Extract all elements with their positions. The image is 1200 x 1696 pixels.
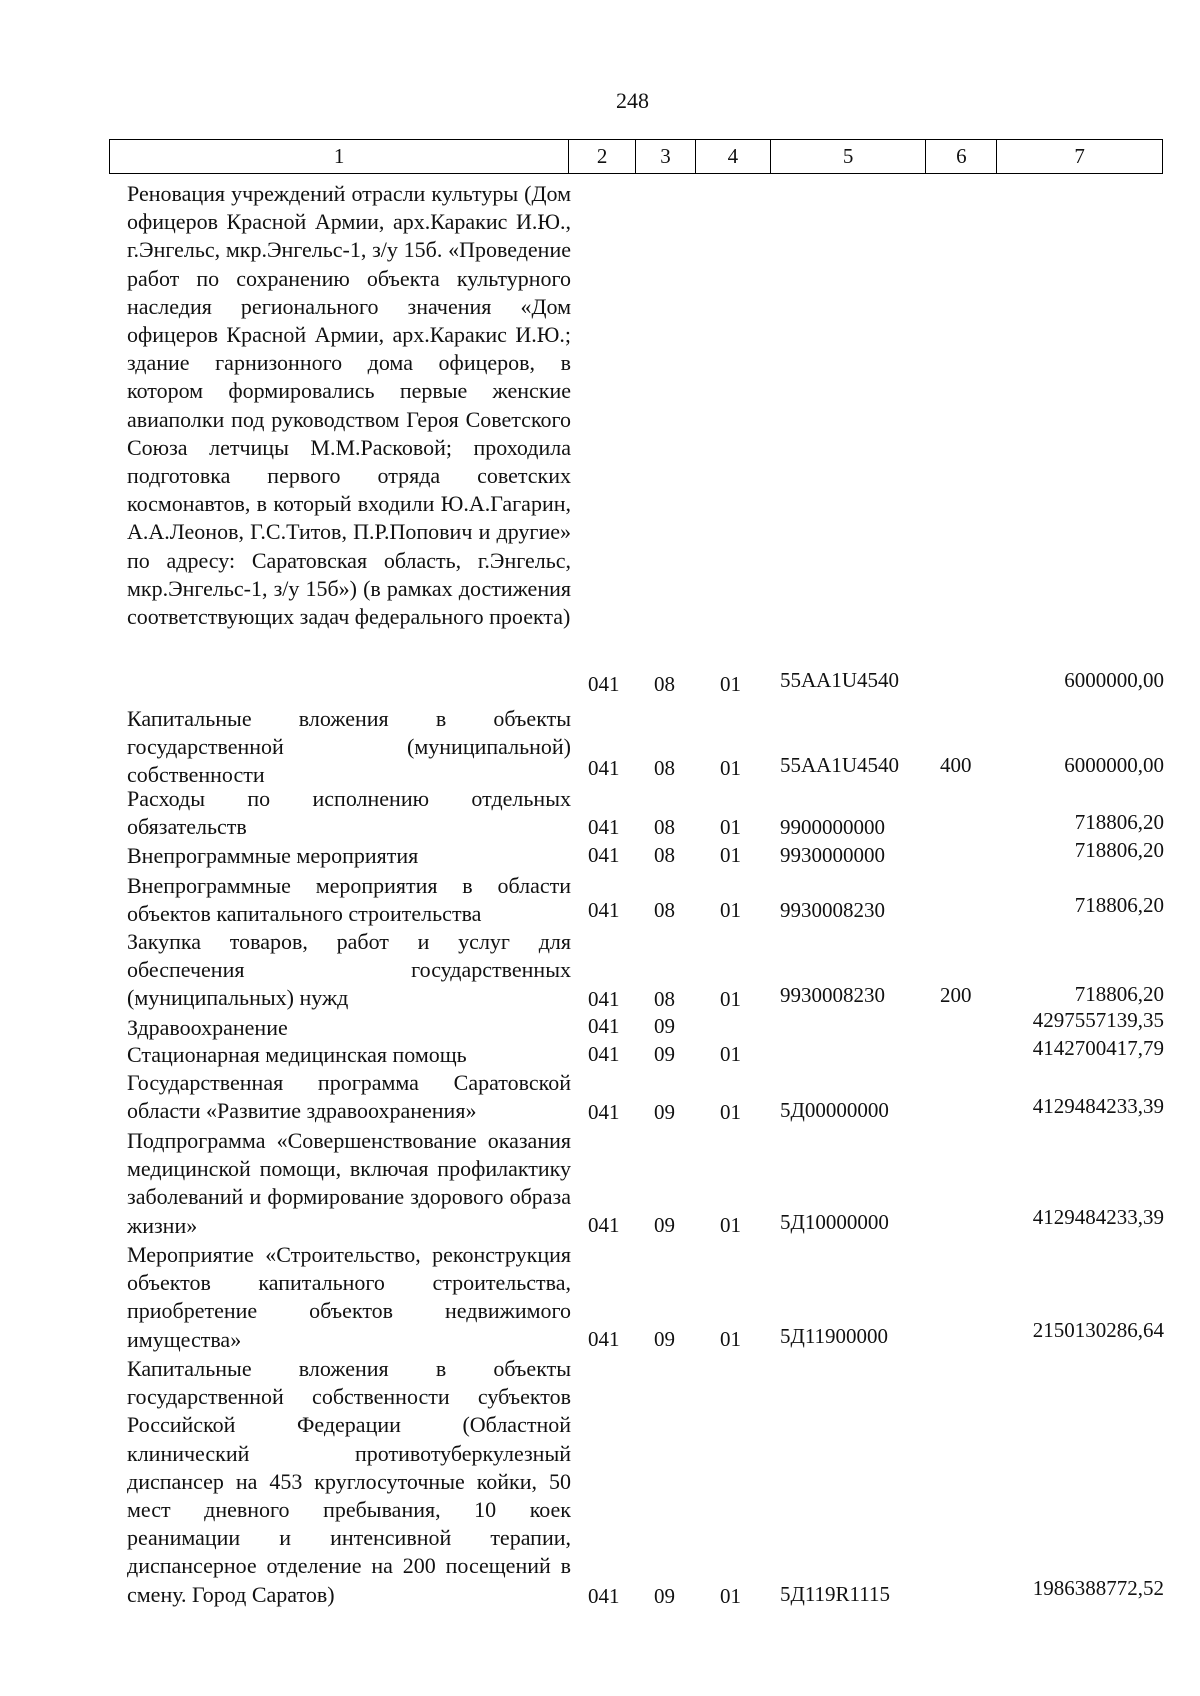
- cell-col4: 01: [720, 756, 741, 780]
- cell-col3: 09: [654, 1042, 675, 1066]
- cell-col6: 200: [940, 983, 972, 1007]
- cell-col7: 1986388772,52: [1032, 1576, 1164, 1600]
- cell-col5: 5Д119R1115: [780, 1582, 890, 1606]
- cell-col4: 01: [720, 1100, 741, 1124]
- row-description: Здравоохранение: [127, 1015, 288, 1040]
- cell-col2: 041: [588, 672, 620, 696]
- cell-col7: 4142700417,79: [1032, 1036, 1164, 1060]
- row-description: Подпрограмма «Совершенствование оказания медицинской помощи, включая профилактику заболеваний и формирование здорового образа жизни»: [127, 1128, 571, 1238]
- header-col-2: 2: [569, 140, 636, 173]
- cell-col3: 08: [654, 898, 675, 922]
- cell-col5: 5Д11900000: [780, 1324, 889, 1348]
- cell-col2: 041: [588, 1014, 620, 1038]
- cell-col3: 09: [654, 1014, 675, 1038]
- cell-col4: 01: [720, 1584, 741, 1608]
- row-description: Внепрограммные мероприятия: [127, 843, 419, 868]
- cell-col7: 2150130286,64: [1032, 1318, 1164, 1342]
- cell-col5: 9930008230: [780, 983, 885, 1007]
- cell-col7: 718806,20: [1074, 810, 1164, 834]
- cell-col2: 041: [588, 843, 620, 867]
- cell-col7: 6000000,00: [1064, 753, 1164, 777]
- cell-col2: 041: [588, 1042, 620, 1066]
- cell-col7: 718806,20: [1074, 982, 1164, 1006]
- row-description: Внепрограммные мероприятия в области объектов капитального строительства: [127, 873, 571, 927]
- cell-col5: 5Д00000000: [780, 1098, 889, 1122]
- cell-col3: 09: [654, 1584, 675, 1608]
- cell-col2: 041: [588, 987, 620, 1011]
- row-description: Государственная программа Саратовской области «Развитие здравоохранения»: [127, 1070, 571, 1124]
- header-col-3: 3: [636, 140, 696, 173]
- row-description: Капитальные вложения в объекты государственной собственности субъектов Российской Федерации (Областной клинический противотуберкулезный диспансер на 453 круглосуточные койки, 50 мест дневного пребывания, 10 коек реанимации и интенсивной терапии, диспансерное отделение на 200 посещений в смену. Город Саратов): [127, 1356, 571, 1607]
- row-description: Расходы по исполнению отдельных обязательств: [127, 786, 571, 840]
- cell-col7: 4129484233,39: [1032, 1205, 1164, 1229]
- row-description: Закупка товаров, работ и услуг для обеспечения государственных (муниципальных) нужд: [127, 929, 571, 1011]
- row-description: Стационарная медицинская помощь: [127, 1042, 467, 1067]
- cell-col4: 01: [720, 1042, 741, 1066]
- cell-col4: 01: [720, 898, 741, 922]
- cell-col7: 4129484233,39: [1032, 1094, 1164, 1118]
- cell-col4: 01: [720, 815, 741, 839]
- cell-col7: 718806,20: [1074, 838, 1164, 862]
- cell-col3: 09: [654, 1100, 675, 1124]
- cell-col5: 9900000000: [780, 815, 885, 839]
- page-number: 248: [616, 88, 649, 113]
- cell-col5: 55АА1U4540: [780, 668, 899, 692]
- cell-col2: 041: [588, 1100, 620, 1124]
- cell-col4: 01: [720, 672, 741, 696]
- cell-col5: 5Д10000000: [780, 1210, 889, 1234]
- cell-col3: 09: [654, 1213, 675, 1237]
- cell-col4: 01: [720, 843, 741, 867]
- row-description: Капитальные вложения в объекты государственной (муниципальной) собственности: [127, 706, 571, 788]
- cell-col4: 01: [720, 1327, 741, 1351]
- cell-col5: 9930000000: [780, 843, 885, 867]
- cell-col3: 08: [654, 987, 675, 1011]
- row-description: Реновация учреждений отрасли культуры (Дом офицеров Красной Армии, арх.Каракис И.Ю., г.Энгельс, мкр.Энгельс-1, з/у 15б. «Проведение работ по сохранению объекта культурного наследия регионального значения «Дом офицеров Красной Армии, арх.Каракис И.Ю.; здание гарнизонного дома офицеров, в котором формировались первые женские авиаполки под руководством Героя Советского Союза летчицы М.М.Расковой; проходила подготовка первого отряда советских космонавтов, в который входили Ю.А.Гагарин, А.А.Леонов, Г.С.Титов, П.Р.Попович и другие» по адресу: Саратовская область, г.Энгельс, мкр.Энгельс-1, з/у 15б») (в рамках достижения соответствующих задач федерального проекта): [127, 181, 571, 630]
- cell-col7: 6000000,00: [1064, 668, 1164, 692]
- header-col-7: 7: [1074, 144, 1085, 168]
- header-col-4: 4: [696, 140, 771, 173]
- cell-col3: 09: [654, 1327, 675, 1351]
- cell-col2: 041: [588, 1213, 620, 1237]
- cell-col3: 08: [654, 756, 675, 780]
- cell-col3: 08: [654, 843, 675, 867]
- cell-col2: 041: [588, 898, 620, 922]
- cell-col5: 9930008230: [780, 898, 885, 922]
- header-col-6: 6: [926, 140, 997, 173]
- cell-col3: 08: [654, 815, 675, 839]
- cell-col5: 55АА1U4540: [780, 753, 899, 777]
- header-col-5: 5: [771, 140, 927, 173]
- cell-col2: 041: [588, 1584, 620, 1608]
- cell-col7: 4297557139,35: [1032, 1008, 1164, 1032]
- cell-col4: 01: [720, 987, 741, 1011]
- cell-col2: 041: [588, 1327, 620, 1351]
- cell-col2: 041: [588, 815, 620, 839]
- cell-col3: 08: [654, 672, 675, 696]
- cell-col7: 718806,20: [1074, 893, 1164, 917]
- row-description: Мероприятие «Строительство, реконструкция объектов капитального строительства, приобретение объектов недвижимого имущества»: [127, 1242, 571, 1352]
- cell-col2: 041: [588, 756, 620, 780]
- header-col-1: 1: [110, 140, 569, 173]
- cell-col6: 400: [940, 753, 972, 777]
- cell-col4: 01: [720, 1213, 741, 1237]
